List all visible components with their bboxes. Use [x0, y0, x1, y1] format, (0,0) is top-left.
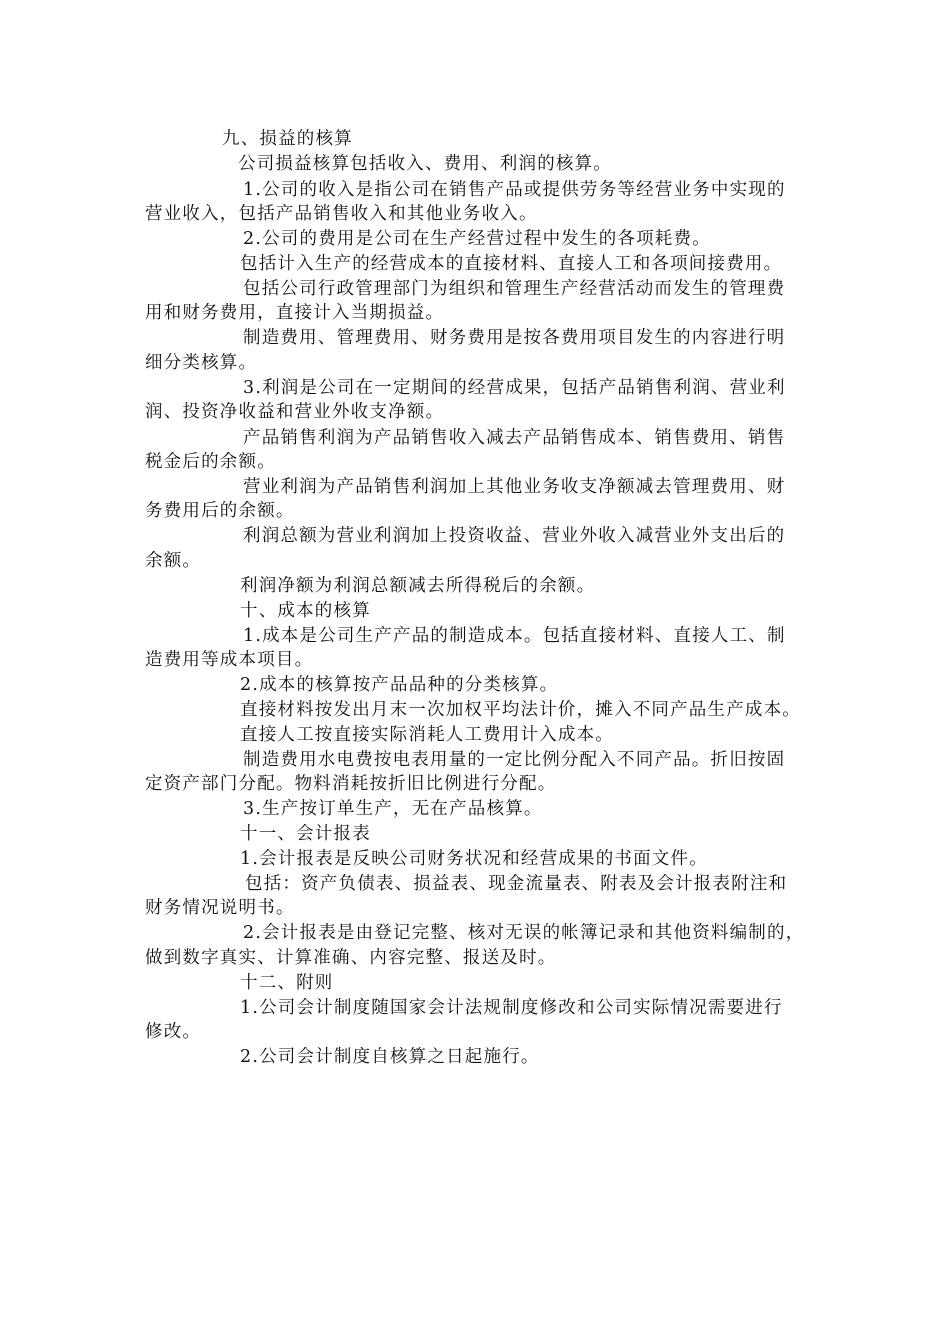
- paragraph-line: 包括计入生产的经营成本的直接材料、直接人工和各项间接费用。: [240, 254, 783, 274]
- section-heading-11: 十一、会计报表: [240, 824, 371, 844]
- paragraph-line: 3.利润是公司在一定期间的经营成果，包括产品销售利润、营业利: [243, 378, 786, 398]
- paragraph-line: 润、投资净收益和营业外收支净额。: [145, 402, 445, 422]
- paragraph-line: 直接人工按直接实际消耗人工费用计入成本。: [240, 725, 614, 745]
- paragraph-line: 修改。: [145, 1022, 202, 1042]
- paragraph-line: 包括公司行政管理部门为组织和管理生产经营活动而发生的管理费: [243, 279, 786, 299]
- section-heading-9: 九、损益的核算: [222, 129, 353, 149]
- paragraph-line: 2.会计报表是由登记完整、核对无误的帐簿记录和其他资料编制的，: [243, 923, 805, 943]
- paragraph-line: 产品销售利润为产品销售收入减去产品销售成本、销售费用、销售: [243, 428, 786, 448]
- paragraph-line: 细分类核算。: [145, 353, 258, 373]
- paragraph-line: 营业收入，包括产品销售收入和其他业务收入。: [145, 204, 538, 224]
- paragraph-line: 财务情况说明书。: [145, 898, 295, 918]
- paragraph-line: 务费用后的余额。: [145, 501, 295, 521]
- section-heading-12: 十二、附则: [240, 973, 334, 993]
- paragraph-line: 公司损益核算包括收入、费用、利润的核算。: [238, 154, 612, 174]
- paragraph-line: 造费用等成本项目。: [145, 650, 314, 670]
- paragraph-line: 2.公司会计制度自核算之日起施行。: [240, 1047, 540, 1067]
- paragraph-line: 3.生产按订单生产，无在产品核算。: [243, 799, 543, 819]
- paragraph-line: 税金后的余额。: [145, 452, 276, 472]
- paragraph-line: 1.成本是公司生产产品的制造成本。包括直接材料、直接人工、制: [243, 626, 786, 646]
- paragraph-line: 做到数字真实、计算准确、内容完整、报送及时。: [145, 948, 557, 968]
- paragraph-line: 制造费用、管理费用、财务费用是按各费用项目发生的内容进行明: [243, 328, 786, 348]
- paragraph-line: 制造费用水电费按电表用量的一定比例分配入不同产品。折旧按固: [243, 750, 786, 770]
- paragraph-line: 直接材料按发出月末一次加权平均法计价，摊入不同产品生产成本。: [240, 700, 801, 720]
- section-heading-10: 十、成本的核算: [240, 601, 371, 621]
- paragraph-line: 定资产部门分配。物料消耗按折旧比例进行分配。: [145, 774, 557, 794]
- paragraph-line: 包括：资产负债表、损益表、现金流量表、附表及会计报表附注和: [245, 874, 788, 894]
- paragraph-line: 营业利润为产品销售利润加上其他业务收支净额减去管理费用、财: [243, 477, 786, 497]
- paragraph-line: 用和财务费用，直接计入当期损益。: [145, 303, 445, 323]
- paragraph-line: 1.公司会计制度随国家会计法规制度修改和公司实际情况需要进行: [240, 998, 783, 1018]
- paragraph-line: 余额。: [145, 551, 202, 571]
- paragraph-line: 2.成本的核算按产品品种的分类核算。: [240, 675, 559, 695]
- paragraph-line: 1.公司的收入是指公司在销售产品或提供劳务等经营业务中实现的: [243, 180, 786, 200]
- paragraph-line: 利润总额为营业利润加上投资收益、营业外收入减营业外支出后的: [243, 526, 786, 546]
- paragraph-line: 2.公司的费用是公司在生产经营过程中发生的各项耗费。: [243, 229, 711, 249]
- paragraph-line: 1.会计报表是反映公司财务状况和经营成果的书面文件。: [240, 849, 708, 869]
- paragraph-line: 利润净额为利润总额减去所得税后的余额。: [240, 576, 596, 596]
